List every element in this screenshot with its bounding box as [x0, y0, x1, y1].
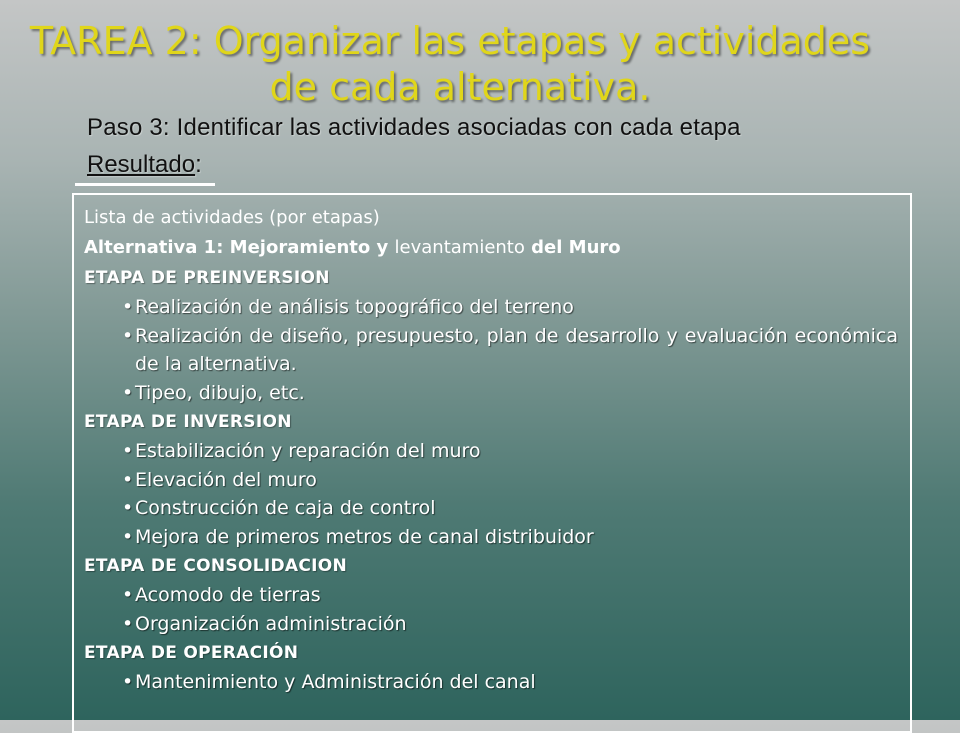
list-item: • Organización administración: [122, 610, 898, 639]
stage-activity-list: [84, 668, 898, 697]
list-item: • Tipeo, dibujo, etc.: [122, 379, 898, 408]
list-item: • Elevación del muro: [122, 466, 898, 495]
list-title: Lista de actividades (por etapas): [84, 207, 380, 228]
slide-title: [0, 18, 900, 110]
title-line-1: TAREA 2: Organizar las etapas y actividades: [29, 19, 871, 63]
activities-box: [72, 193, 912, 733]
list-item: • Construcción de caja de control: [122, 494, 898, 523]
list-item: • Acomodo de tierras: [122, 581, 898, 610]
stage-heading: ETAPA DE OPERACIÓN: [84, 643, 299, 663]
step-subtitle: Paso 3: Identificar las actividades asociadas con cada etapa: [87, 114, 741, 141]
list-item: • Realización de diseño, presupuesto, plan de desarrollo y evaluación económica de la alternativa.: [122, 322, 898, 379]
stage-activity-list: [84, 293, 898, 407]
result-heading: [87, 151, 202, 179]
list-item: • Mantenimiento y Administración del canal: [122, 668, 898, 697]
title-line-2: de cada alternativa.: [269, 65, 651, 109]
stage-heading: ETAPA DE PREINVERSION: [84, 268, 330, 288]
list-item: • Mejora de primeros metros de canal distribuidor: [122, 523, 898, 552]
result-colon: :: [195, 151, 202, 178]
stage-heading: ETAPA DE INVERSION: [84, 412, 292, 432]
divider-line: [75, 183, 215, 186]
list-item: • Realización de análisis topográfico del terreno: [122, 293, 898, 322]
stage-activity-list: [84, 437, 898, 551]
alternative-title: Alternativa 1: Mejoramiento y levantamiento del Muro: [84, 237, 621, 258]
stage-activity-list: [84, 581, 898, 638]
list-item: • Estabilización y reparación del muro: [122, 437, 898, 466]
stage-heading: ETAPA DE CONSOLIDACION: [84, 556, 348, 576]
result-label: Resultado: [87, 151, 196, 178]
